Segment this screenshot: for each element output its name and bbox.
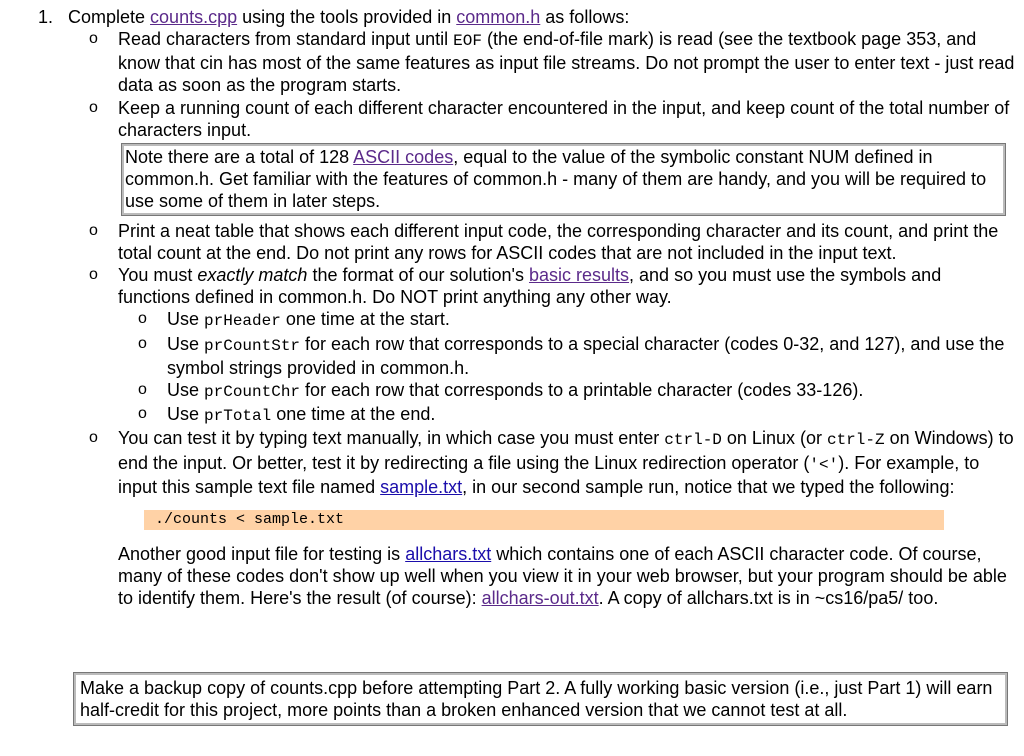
bullet-running-count <box>0 97 1016 141</box>
text: the format of our solution's <box>307 265 529 286</box>
common-h-link[interactable]: common.h <box>456 7 541 27</box>
text: Read characters from standard input until <box>118 29 454 49</box>
text: Use <box>167 404 205 425</box>
bullet-marker: o <box>89 266 98 284</box>
eof-code: EOF <box>453 32 482 50</box>
sub-item-prtotal <box>0 403 1016 427</box>
item-1-heading <box>68 6 1016 28</box>
command-example: ./counts < sample.txt <box>144 510 944 530</box>
bullet-marker: o <box>89 221 98 239</box>
text: which contains one of each ASCII character code. Of course, many of these codes don't show up well when you view it in your web browser, but your program should be able to identify them. Here's the result (of course): <box>118 544 1007 609</box>
sub-item-prcountstr <box>0 333 1016 379</box>
allchars-paragraph <box>118 543 1016 610</box>
text: for each row that corresponds to a special character (codes 0-32, and 127), and use the symbol strings provided in common.h. <box>167 333 1005 378</box>
bullet-read-input <box>0 28 1016 97</box>
redirect-operator-code: '<' <box>809 455 839 474</box>
bullet-marker: o <box>138 405 147 423</box>
bullet-list <box>0 28 1016 610</box>
prcountchr-code: prCountChr <box>204 383 301 402</box>
prtotal-code: prTotal <box>204 407 272 426</box>
basic-results-link[interactable]: basic results <box>528 265 630 286</box>
counts-cpp-link[interactable]: counts.cpp <box>150 7 238 27</box>
bullet-marker: o <box>89 98 98 116</box>
ctrl-d-code: ctrl-D <box>664 431 722 450</box>
bullet-marker: o <box>138 334 147 352</box>
text: You must <box>118 265 198 286</box>
text: for each row that corresponds to a printable character (codes 33-126). <box>300 380 864 401</box>
sub-item-prcountchr <box>0 379 1016 403</box>
text: , in our second sample run, notice that we typed the following: <box>462 476 955 497</box>
allchars-out-txt-link[interactable]: allchars-out.txt <box>481 588 599 609</box>
sample-txt-link[interactable]: sample.txt <box>380 476 463 497</box>
text: You can test it by typing text manually, in which case you must enter <box>118 428 665 449</box>
text: Keep a running count of each different character encountered in the input, and keep count of the total number of characters input. <box>118 97 1010 140</box>
text: Print a neat table that shows each different input code, the corresponding character and its count, and print the total count at the end. Do not print any rows for ASCII codes that are not included in the input text. <box>118 220 999 263</box>
item-number: 1. <box>38 7 54 27</box>
backup-note-box <box>73 672 1008 726</box>
allchars-txt-link[interactable]: allchars.txt <box>405 544 492 565</box>
text: Use <box>167 380 205 401</box>
text: ). For example, to input this sample text file named <box>118 452 980 497</box>
emphasis: exactly match <box>197 265 308 286</box>
text: one time at the start. <box>280 309 450 330</box>
text: Make a backup copy of counts.cpp before attempting Part 2. A fully working basic version (i.e., just Part 1) will earn half-credit for this project, more points than a broken enhanced version that we cannot test at all. <box>80 678 993 721</box>
text: Use <box>167 309 205 330</box>
text: . A copy of allchars.txt is in ~cs16/pa5/ too. <box>598 588 939 609</box>
text: (the end-of-file mark) is read (see the textbook page 353, and know that cin has most of the same features as input file streams. Do not prompt the user to enter text - just read data as soon as the program starts. <box>118 29 1015 96</box>
text: one time at the end. <box>271 404 436 425</box>
text: , and so you must use the symbols and functions defined in common.h. Do NOT print anything any other way. <box>118 265 942 308</box>
text: on Windows) to end the input. Or better, test it by redirecting a file using the Linux redirection operator ( <box>118 428 1014 473</box>
bullet-marker: o <box>89 429 98 447</box>
text: Another good input file for testing is <box>118 544 406 565</box>
sub-item-prheader <box>0 308 1016 332</box>
text: Note there are a total of 128 <box>125 147 354 168</box>
text: as follows: <box>540 7 630 27</box>
text: on Linux (or <box>721 428 827 449</box>
text: , equal to the value of the symbolic constant NUM defined in common.h. Get familiar with the features of common.h - many of them are handy, and you will be required to use some of them in later steps. <box>125 147 987 212</box>
ctrl-z-code: ctrl-Z <box>826 431 885 450</box>
text: Complete <box>68 7 151 27</box>
text: Use <box>167 333 205 354</box>
bullet-testing <box>0 427 1016 609</box>
prcountstr-code: prCountStr <box>204 336 301 355</box>
item-1 <box>68 6 1016 28</box>
bullet-marker: o <box>89 30 98 47</box>
bullet-marker: o <box>138 381 147 399</box>
bullet-print-table <box>0 220 1016 264</box>
bullet-match-format <box>0 264 1016 308</box>
text: using the tools provided in <box>237 7 457 27</box>
bullet-marker: o <box>138 310 147 328</box>
ascii-codes-link[interactable]: ASCII codes <box>353 147 454 168</box>
ascii-note-box <box>121 143 1006 216</box>
prheader-code: prHeader <box>204 312 281 331</box>
